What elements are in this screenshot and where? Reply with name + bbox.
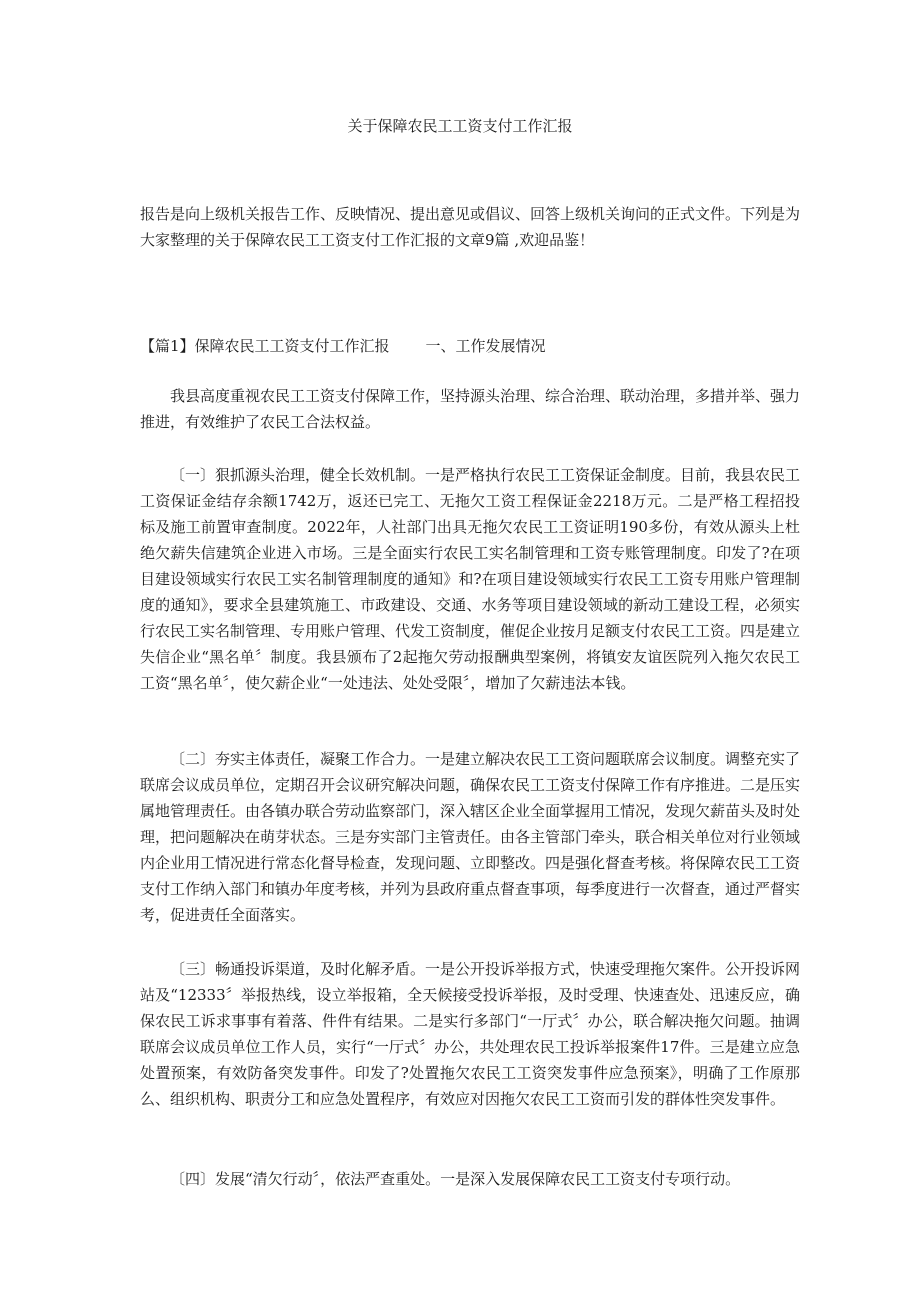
intro-paragraph: 报告是向上级机关报告工作、反映情况、提出意见或倡议、回答上级机关询问的正式文件。下列是为大家整理的关于保障农民工工资支付工作汇报的文章9篇 ,欢迎品鉴！	[140, 205, 801, 249]
section-label: 【篇1】保障农民工工资支付工作汇报	[140, 337, 390, 355]
section-heading	[140, 333, 800, 359]
body-paragraph: 我县高度重视农民工工资支付保障工作，坚持源头治理、综合治理、联动治理，多措并举、强力推进，有效维护了农民工合法权益。	[140, 387, 801, 431]
body-paragraph: 〔二〕夯实主体责任，凝聚工作合力。一是建立解决农民工工资问题联席会议制度。调整充实了联席会议成员单位，定期召开会议研究解决问题，确保农民工工资支付保障工作有序推进。二是压实属地管理责任。由各镇办联合劳动监察部门，深入辖区企业全面掌握用工情况，发现欠薪苗头及时处理，把问题解决在萌芽状态。三是夯实部门主管责任。由各主管部门牵头，联合相关单位对行业领域内企业用工情况进行常态化督导检查，发现问题、立即整改。四是强化督查考核。将保障农民工工资支付工作纳入部门和镇办年度考核，并列为县政府重点督查事项，每季度进行一次督查，通过严督实考，促进责任全面落实。	[140, 750, 801, 924]
body-paragraph: 〔三〕畅通投诉渠道，及时化解矛盾。一是公开投诉举报方式，快速受理拖欠案件。公开投诉网站及“12333〞举报热线，设立举报箱，全天候接受投诉举报，及时受理、快速查处、迅速反应，确保农民工诉求事事有着落、件件有结果。二是实行多部门“一厅式〞办公，联合解决拖欠问题。抽调联席会议成员单位工作人员，实行“一厅式〞办公，共处理农民工投诉举报案件17件。三是建立应急处置预案，有效防备突发事件。印发了?处置拖欠农民工工资突发事件应急预案》，明确了工作原那么、组织机构、职责分工和应急处置程序，有效应对因拖欠农民工工资而引发的群体性突发事件。	[140, 960, 801, 1108]
section-subheading: 一、工作发展情况	[425, 337, 546, 355]
body-paragraph: 〔一〕狠抓源头治理，健全长效机制。一是严格执行农民工工资保证金制度。目前，我县农民工工资保证金结存余额1742万，返还已完工、无拖欠工资工程保证金2218万元。二是严格工程招投标及施工前置审查制度。2022年，人社部门出具无拖欠农民工工资证明190多份，有效从源头上杜绝欠薪失信建筑企业进入市场。三是全面实行农民工实名制管理和工资专账管理制度。印发了?在项目建设领域实行农民工实名制管理制度的通知》和?在项目建设领域实行农民工工资专用账户管理制度的通知》，要求全县建筑施工、市政建设、交通、水务等项目建设领域的新动工建设工程，必须实行农民工实名制管理、专用账户管理、代发工资制度，催促企业按月足额支付农民工工资。四是建立失信企业“黑名单〞制度。我县颁布了2起拖欠劳动报酬典型案例，将镇安友谊医院列入拖欠农民工工资“黑名单〞，使欠薪企业“一处违法、处处受限〞，增加了欠薪违法本钱。	[140, 466, 801, 692]
body-paragraph: 〔四〕发展“清欠行动〞，依法严查重处。一是深入发展保障农民工工资支付专项行动。	[170, 1170, 741, 1188]
document-title: 关于保障农民工工资支付工作汇报	[347, 117, 573, 135]
